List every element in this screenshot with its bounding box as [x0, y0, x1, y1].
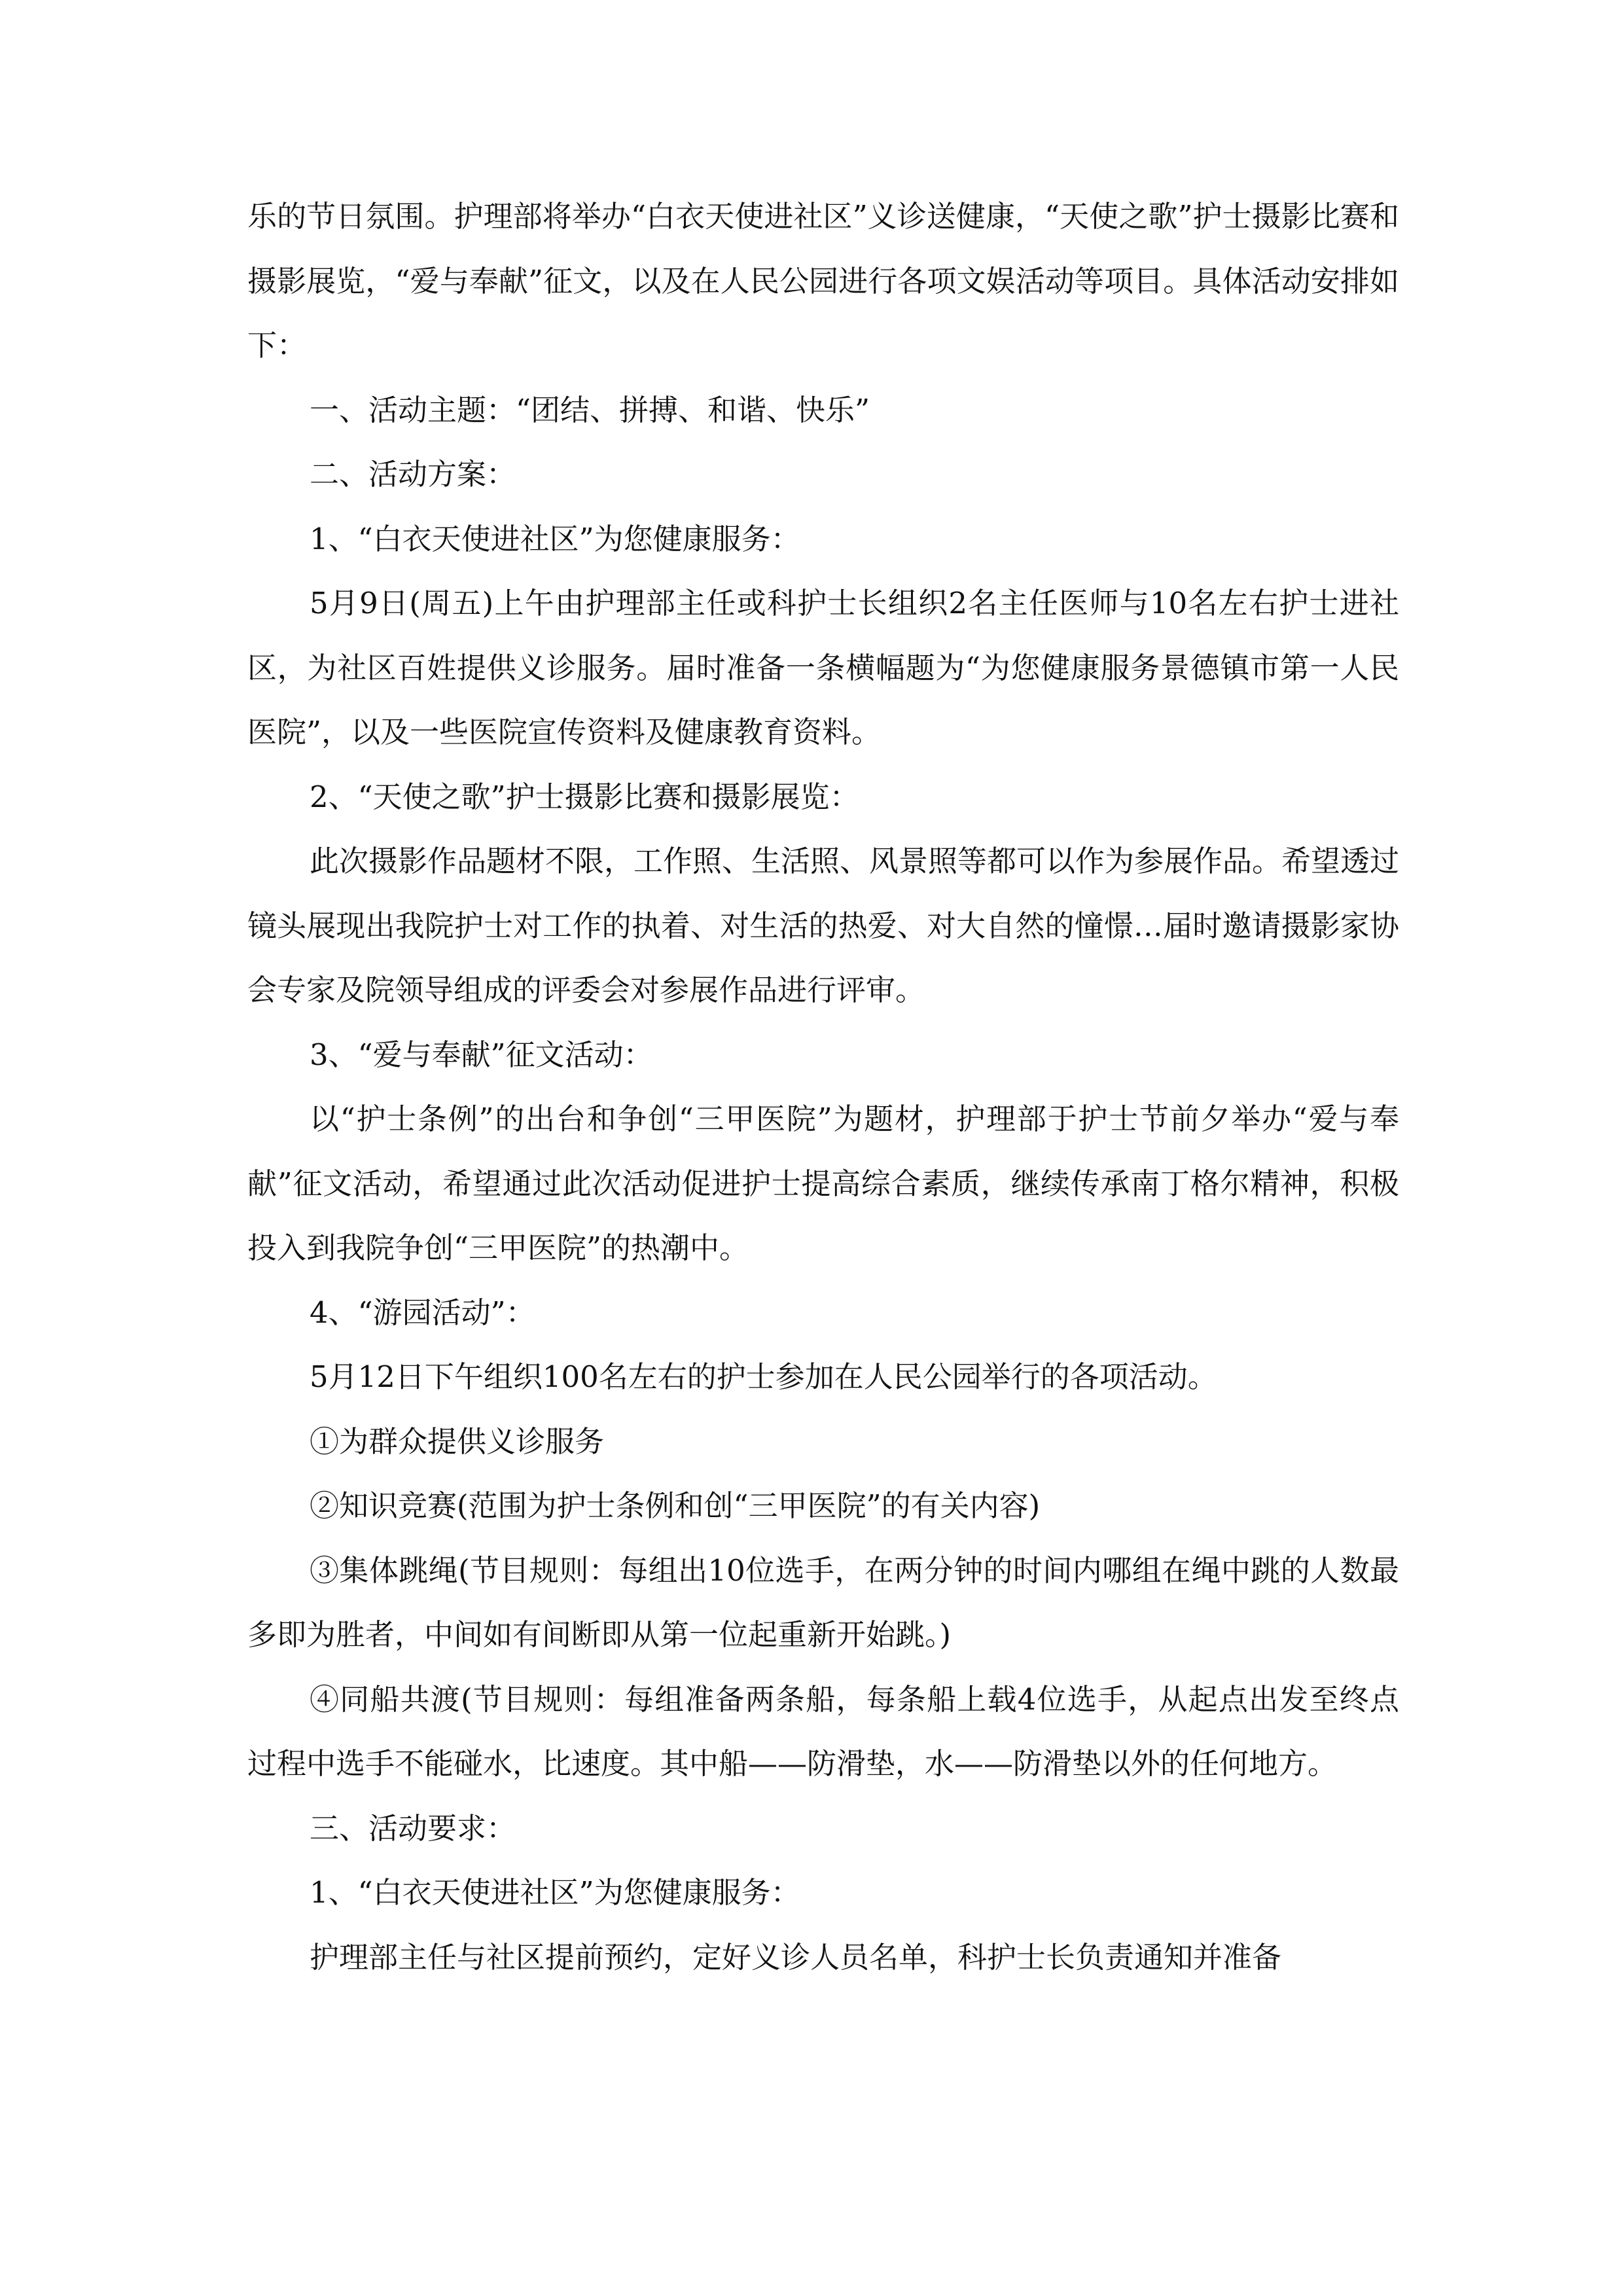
requirement-item-1-heading: 1、“白衣天使进社区”为您健康服务：: [310, 1875, 800, 1910]
activity-list-item: ①为群众提供义诊服务: [310, 1424, 605, 1459]
activity-list-item: ④同船共渡(节目规则：每组准备两条船，每条船上载4位选手，从起点出发至终点过程中选手不能碰水，比速度。其中船——防滑垫，水——防滑垫以外的任何地方。: [247, 1681, 1399, 1781]
paragraph-intro-continued: 乐的节日氛围。护理部将举办“白衣天使进社区”义诊送健康，“天使之歌”护士摄影比赛和摄影展览，“爱与奉献”征文，以及在人民公园进行各项文娱活动等项目。具体活动安排如下：: [247, 199, 1399, 363]
plan-item-4-body: 5月12日下午组织100名左右的护士参加在人民公园举行的各项活动。: [310, 1359, 1217, 1394]
document-body: [247, 185, 1399, 1990]
plan-item-1-body: 5月9日(周五)上午由护理部主任或科护士长组织2名主任医师与10名左右护士进社区，为社区百姓提供义诊服务。届时准备一条横幅题为“为您健康服务景德镇市第一人民医院”，以及一些医院宣传资料及健康教育资料。: [247, 586, 1399, 749]
activity-list-item: ②知识竞赛(范围为护士条例和创“三甲医院”的有关内容): [310, 1488, 1041, 1523]
section-heading-theme: 一、活动主题：“团结、拼搏、和谐、快乐”: [310, 392, 870, 427]
section-heading-plan: 二、活动方案：: [310, 457, 516, 492]
requirement-item-1-body: 护理部主任与社区提前预约，定好义诊人员名单，科护士长负责通知并准备: [310, 1939, 1282, 1975]
plan-item-3-heading: 3、“爱与奉献”征文活动：: [310, 1037, 653, 1072]
plan-item-1-heading: 1、“白衣天使进社区”为您健康服务：: [310, 521, 800, 556]
plan-item-2-body: 此次摄影作品题材不限，工作照、生活照、风景照等都可以作为参展作品。希望透过镜头展现出我院护士对工作的执着、对生活的热爱、对大自然的憧憬…届时邀请摄影家协会专家及院领导组成的评委会对参展作品进行评审。: [247, 844, 1400, 1007]
activity-list-item: ③集体跳绳(节目规则：每组出10位选手，在两分钟的时间内哪组在绳中跳的人数最多即为胜者，中间如有间断即从第一位起重新开始跳。): [247, 1552, 1399, 1652]
plan-item-3-body: 以“护士条例”的出台和争创“三甲医院”为题材，护理部于护士节前夕举办“爱与奉献”征文活动，希望通过此次活动促进护士提高综合素质，继续传承南丁格尔精神，积极投入到我院争创“三甲医院”的热潮中。: [247, 1102, 1399, 1265]
plan-item-4-heading: 4、“游园活动”：: [310, 1295, 535, 1330]
section-heading-requirements: 三、活动要求：: [310, 1810, 516, 1846]
plan-item-2-heading: 2、“天使之歌”护士摄影比赛和摄影展览：: [310, 779, 859, 814]
